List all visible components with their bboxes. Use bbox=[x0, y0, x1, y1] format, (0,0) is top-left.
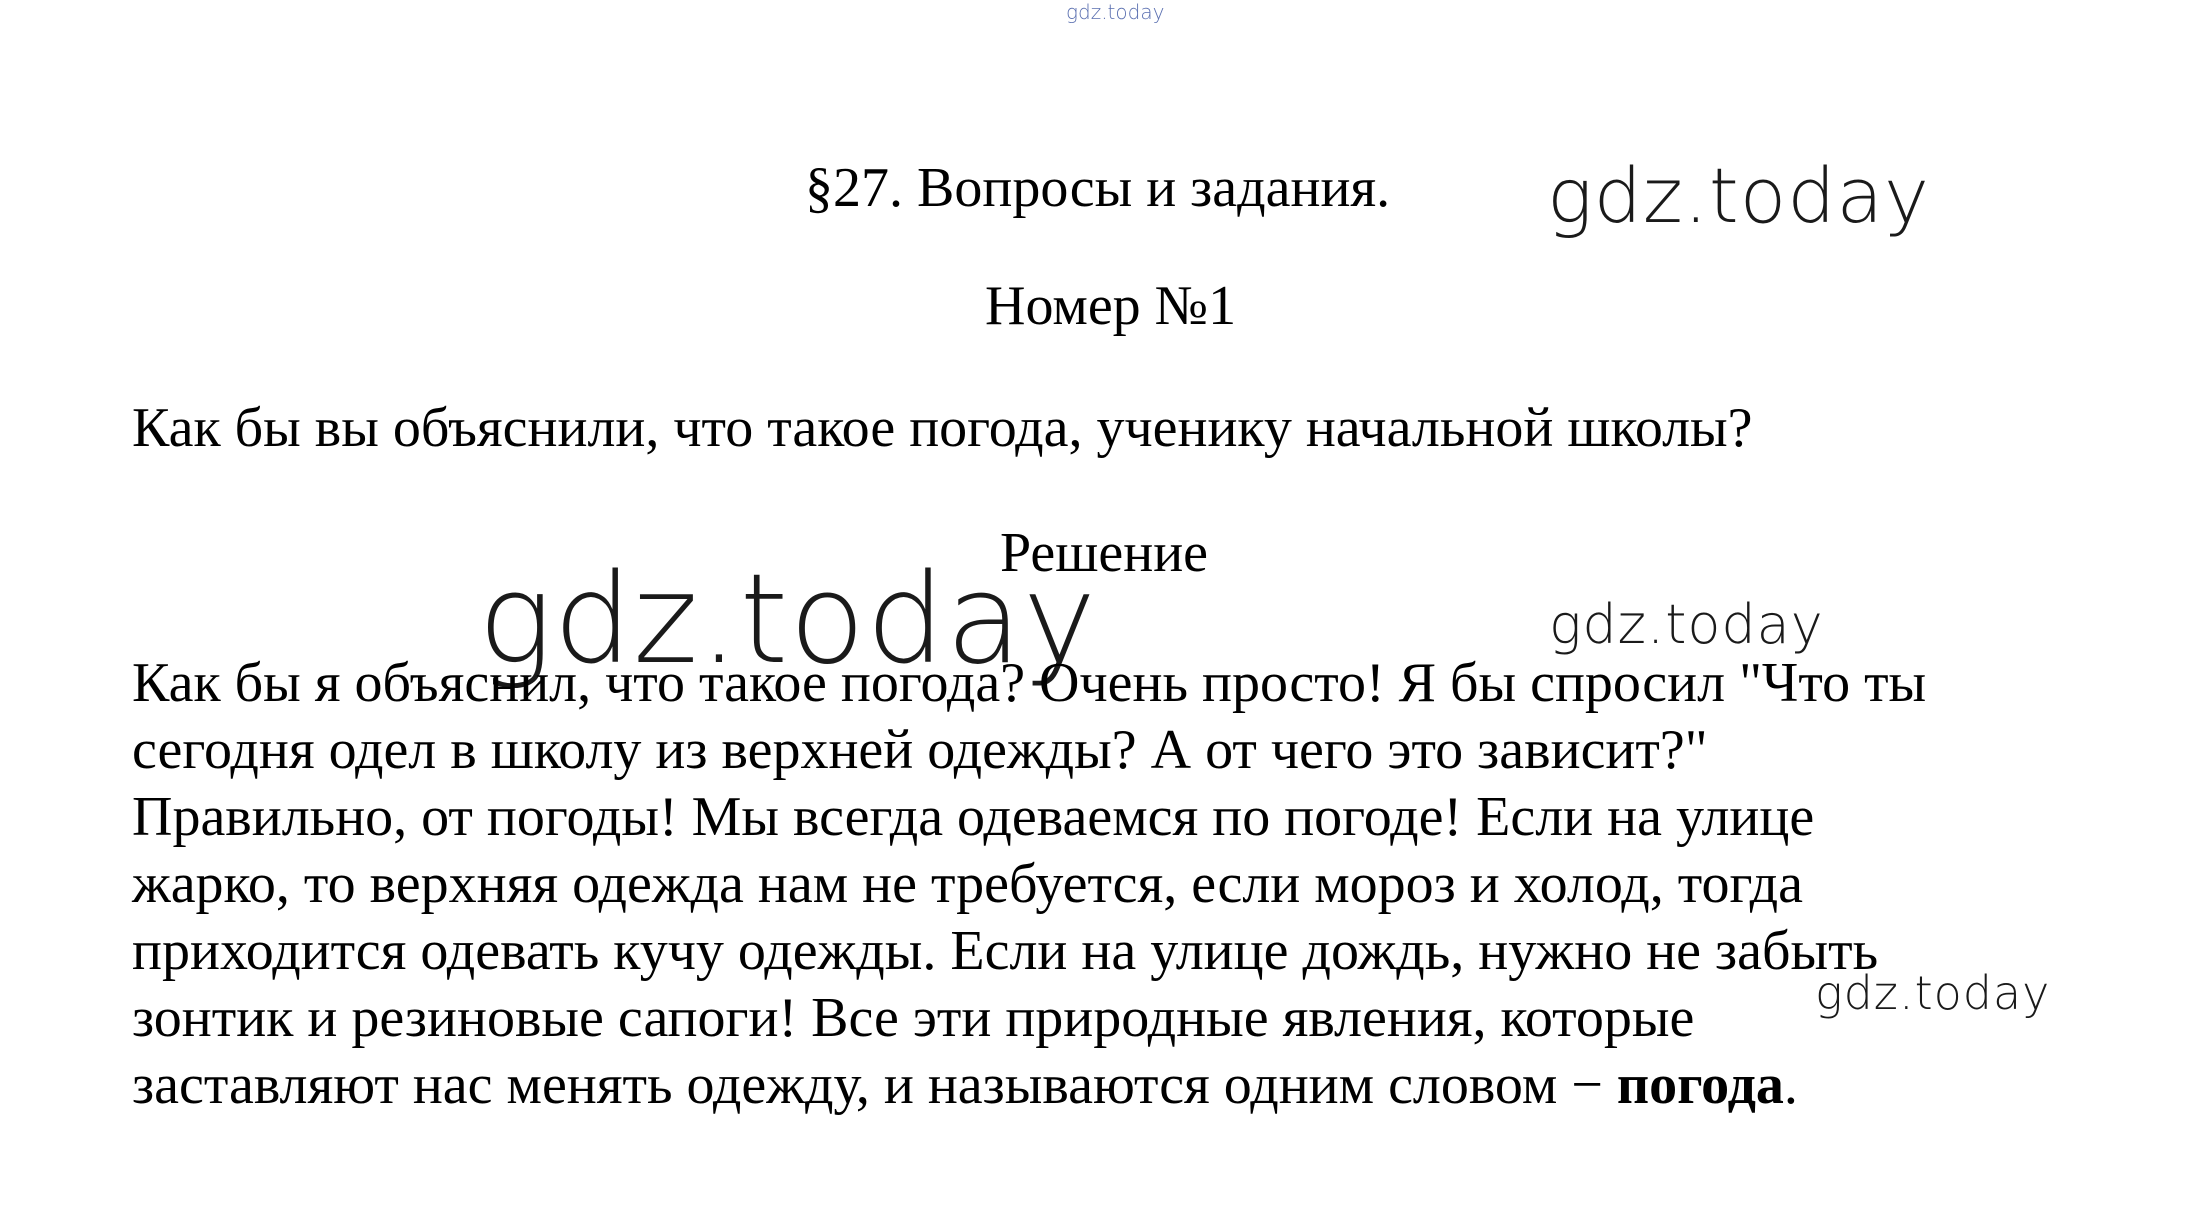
watermark: gdz.today bbox=[478, 548, 1098, 692]
answer-line: жарко, то верхняя одежда нам не требуется, если мороз и холод, тогда bbox=[132, 853, 1803, 915]
watermark: gdz.today bbox=[1549, 593, 1824, 656]
answer-text bbox=[132, 650, 2112, 1119]
watermark-top: gdz.today bbox=[1066, 0, 1165, 24]
solution-heading: Решение bbox=[1000, 522, 1209, 584]
answer-line-last bbox=[132, 1052, 2112, 1119]
answer-line: Как бы я объяснил, что такое погода? Очень просто! Я бы спросил "Что ты bbox=[132, 652, 1927, 714]
answer-line: приходится одевать кучу одежды. Если на улице дождь, нужно не забыть bbox=[132, 920, 1879, 982]
answer-line: сегодня одел в школу из верхней одежды? А от чего это зависит?" bbox=[132, 719, 1708, 781]
answer-line-text: заставляют нас менять одежду, и называются одним словом − bbox=[132, 1054, 1617, 1116]
section-title: §27. Вопросы и задания. bbox=[805, 157, 1391, 219]
answer-end-punct: . bbox=[1783, 1054, 1798, 1116]
answer-line: Правильно, от погоды! Мы всегда одеваемся по погоде! Если на улице bbox=[132, 786, 1815, 848]
answer-line: зонтик и резиновые сапоги! Все эти природные явления, которые bbox=[132, 987, 1695, 1049]
answer-bold-word: погода bbox=[1616, 1054, 1784, 1116]
exercise-number: Номер №1 bbox=[985, 275, 1237, 337]
watermark: gdz.today bbox=[1547, 151, 1930, 240]
watermark: gdz.today bbox=[1815, 966, 2051, 1020]
question-text: Как бы вы объяснили, что такое погода, ученику начальной школы? bbox=[132, 397, 1753, 459]
